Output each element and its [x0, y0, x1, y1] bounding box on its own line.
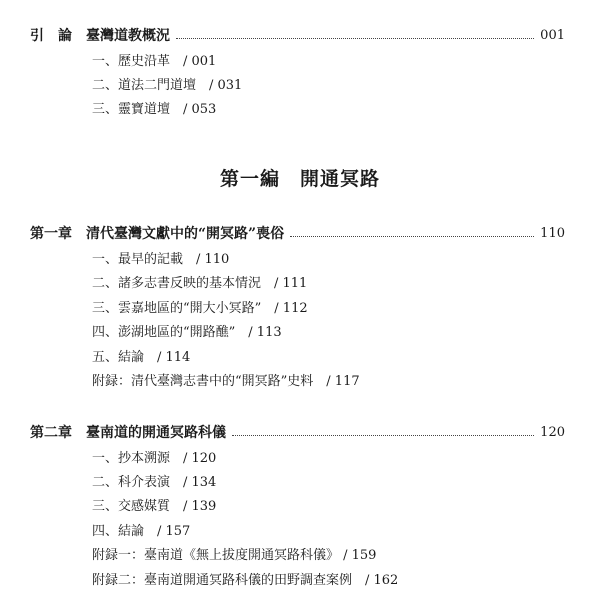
- entry-page: 110: [540, 225, 565, 241]
- toc-subentry[interactable]: 四、澎湖地區的“開路醮” / 113: [92, 325, 282, 340]
- toc-subentry[interactable]: 三、雲嘉地區的“開大小冥路” / 112: [92, 301, 308, 316]
- entry-title: 臺南道的開通冥路科儀: [86, 425, 226, 441]
- toc-subentry[interactable]: 附録一：臺南道《無上拔度開通冥路科儀》 / 159: [92, 548, 377, 563]
- dot-leader: [176, 38, 534, 39]
- entry-label: 第一章: [30, 226, 72, 242]
- toc-subentry[interactable]: 三、靈寶道壇 / 053: [92, 102, 217, 117]
- dot-leader: [290, 236, 534, 237]
- toc-entry-chapter-1[interactable]: [30, 222, 565, 244]
- entry-label: 第二章: [30, 425, 72, 441]
- toc-subentry[interactable]: 二、諸多志書反映的基本情況 / 111: [92, 276, 308, 291]
- entry-page: 001: [540, 27, 565, 43]
- toc-subentry[interactable]: 一、歷史沿革 / 001: [92, 54, 217, 69]
- toc-entry-intro[interactable]: [30, 24, 565, 46]
- toc-subentry[interactable]: 二、科介表演 / 134: [92, 475, 217, 490]
- toc-subentry[interactable]: 五、結論 / 114: [92, 350, 191, 365]
- toc-subentry[interactable]: 附録二：臺南道開通冥路科儀的田野調查案例 / 162: [92, 573, 399, 588]
- toc-entry-chapter-2[interactable]: [30, 421, 565, 443]
- toc-subentry[interactable]: 一、最早的記載 / 110: [92, 252, 230, 267]
- entry-title: 清代臺灣文獻中的“開冥路”喪俗: [86, 226, 285, 242]
- dot-leader: [232, 435, 534, 436]
- entry-page: 120: [540, 424, 565, 440]
- toc-subentry[interactable]: 一、抄本溯源 / 120: [92, 451, 217, 466]
- entry-label: 引 論: [30, 28, 72, 44]
- toc-subentry[interactable]: 附録：清代臺灣志書中的“開冥路”史料 / 117: [92, 374, 360, 389]
- entry-title: 臺灣道教概況: [86, 28, 170, 44]
- toc-subentry[interactable]: 四、結論 / 157: [92, 524, 191, 539]
- part-heading: 第一編 開通冥路: [219, 168, 380, 190]
- toc-subentry[interactable]: 三、交感媒質 / 139: [92, 499, 217, 514]
- toc-subentry[interactable]: 二、道法二門道壇 / 031: [92, 78, 243, 93]
